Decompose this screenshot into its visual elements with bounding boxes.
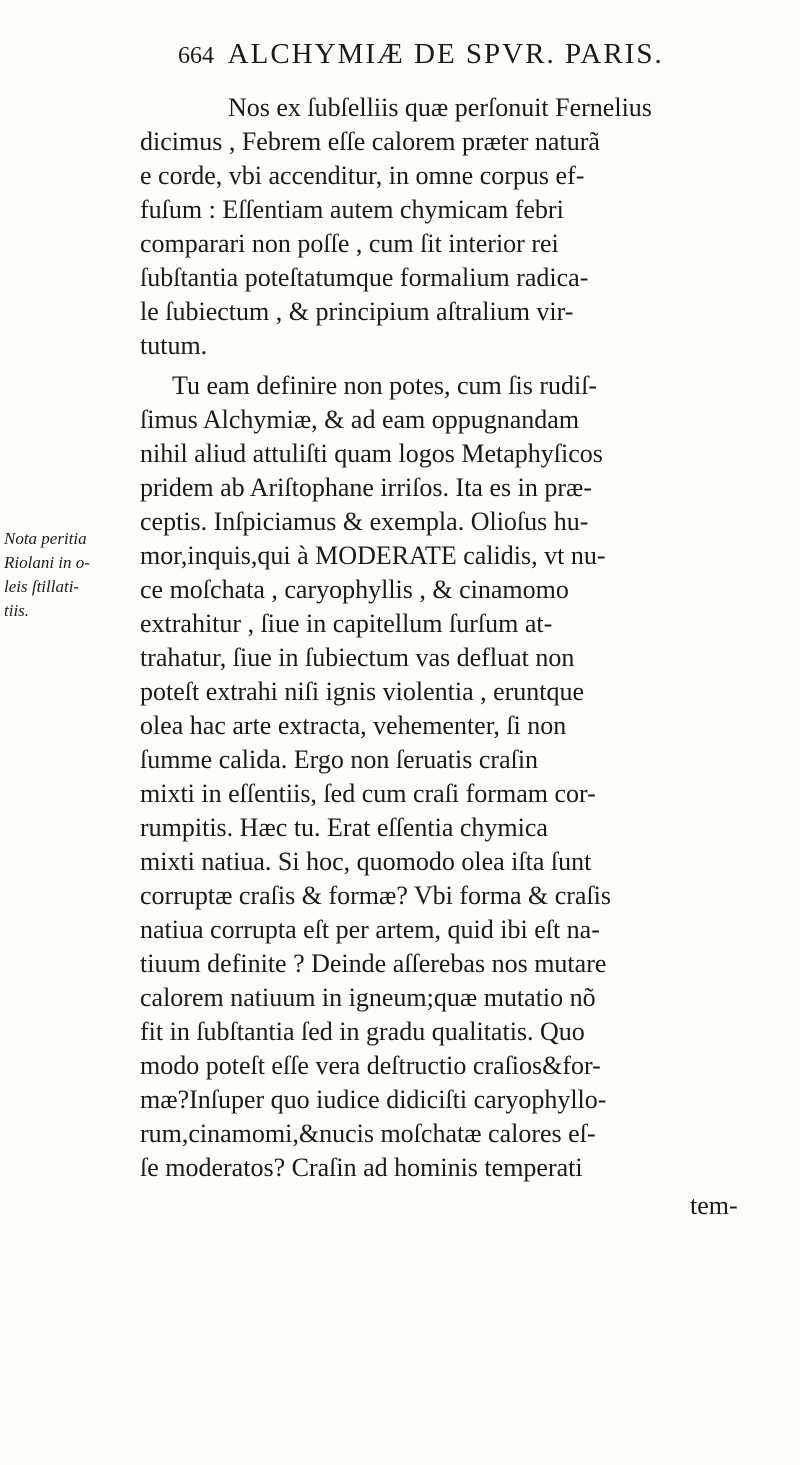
margin-note — [4, 527, 136, 623]
page-number: 664 — [178, 43, 214, 69]
text-line: trahatur, ſiue in ſubiectum vas defluat non — [140, 643, 575, 672]
running-header — [178, 38, 788, 82]
text-line: fit in ſubſtantia ſed in gradu qualitatis. Quo — [140, 1017, 585, 1046]
margin-note-line: tiis. — [4, 601, 30, 620]
text-line: extrahitur , ſiue in capitellum ſurſum at- — [140, 609, 553, 638]
margin-note-line: leis ſtillati- — [4, 577, 80, 596]
catchword: tem- — [690, 1191, 738, 1220]
text-line: ſe moderatos? Craſin ad hominis temperati — [140, 1153, 583, 1182]
text-line: olea hac arte extracta, vehementer, ſi non — [140, 711, 567, 740]
text-line: rumpitis. Hæc tu. Erat eſſentia chymica — [140, 813, 548, 842]
running-title: ALCHYMIÆ DE SPVR. PARIS. — [227, 38, 664, 70]
text-line: natiua corrupta eſt per artem, quid ibi eſt na- — [140, 915, 600, 944]
text-line: ſimus Alchymiæ, & ad eam oppugnandam — [140, 405, 580, 434]
text-line: calorem natiuum in igneum;quæ mutatio nõ — [140, 983, 596, 1012]
text-line: e corde, vbi accenditur, in omne corpus ef- — [140, 161, 585, 190]
text-line: rum,cinamomi,&nucis moſchatæ calores eſ- — [140, 1119, 596, 1148]
text-line: comparari non poſſe , cum ſit interior rei — [140, 229, 559, 258]
text-line: ceptis. Inſpiciamus & exempla. Olioſus hu- — [140, 507, 589, 536]
text-line: poteſt extrahi niſi ignis violentia , eruntque — [140, 677, 585, 706]
text-line: corruptæ craſis & formæ? Vbi forma & craſis — [140, 881, 612, 910]
text-line: tiuum definite ? Deinde aſſerebas nos mutare — [140, 949, 607, 978]
text-line: mixti natiua. Si hoc, quomodo olea iſta ſunt — [140, 847, 592, 876]
text-line: ſubſtantia poteſtatumque formalium radica- — [140, 263, 589, 292]
margin-note-line: Nota peritia — [4, 529, 87, 548]
text-line: pridem ab Ariſtophane irriſos. Ita es in præ- — [140, 473, 593, 502]
text-line: mixti in eſſentiis, ſed cum craſi formam cor- — [140, 779, 596, 808]
text-line: tutum. — [140, 331, 208, 360]
text-line: fuſum : Eſſentiam autem chymicam febri — [140, 195, 564, 224]
text-line: mor,inquis,qui à MODERATE calidis, vt nu- — [140, 541, 606, 570]
margin-note-line: Riolani in o- — [4, 553, 90, 572]
text-line: nihil aliud attuliſti quam logos Metaphyſicos — [140, 439, 603, 468]
text-line: mæ?Inſuper quo iudice didiciſti caryophyllo- — [140, 1085, 607, 1114]
text-line: le ſubiectum , & principium aſtralium vir- — [140, 297, 574, 326]
text-line: modo poteſt eſſe vera deſtructio craſios&for- — [140, 1051, 601, 1080]
text-line: Tu eam definire non potes, cum ſis rudiſ- — [172, 371, 598, 400]
text-line: dicimus , Febrem eſſe calorem præter naturã — [140, 127, 600, 156]
text-line: ſumme calida. Ergo non ſeruatis craſin — [140, 745, 539, 774]
text-line: Nos ex ſubſelliis quæ perſonuit Fernelius — [228, 93, 652, 122]
text-line: ce moſchata , caryophyllis , & cinamomo — [140, 575, 569, 604]
